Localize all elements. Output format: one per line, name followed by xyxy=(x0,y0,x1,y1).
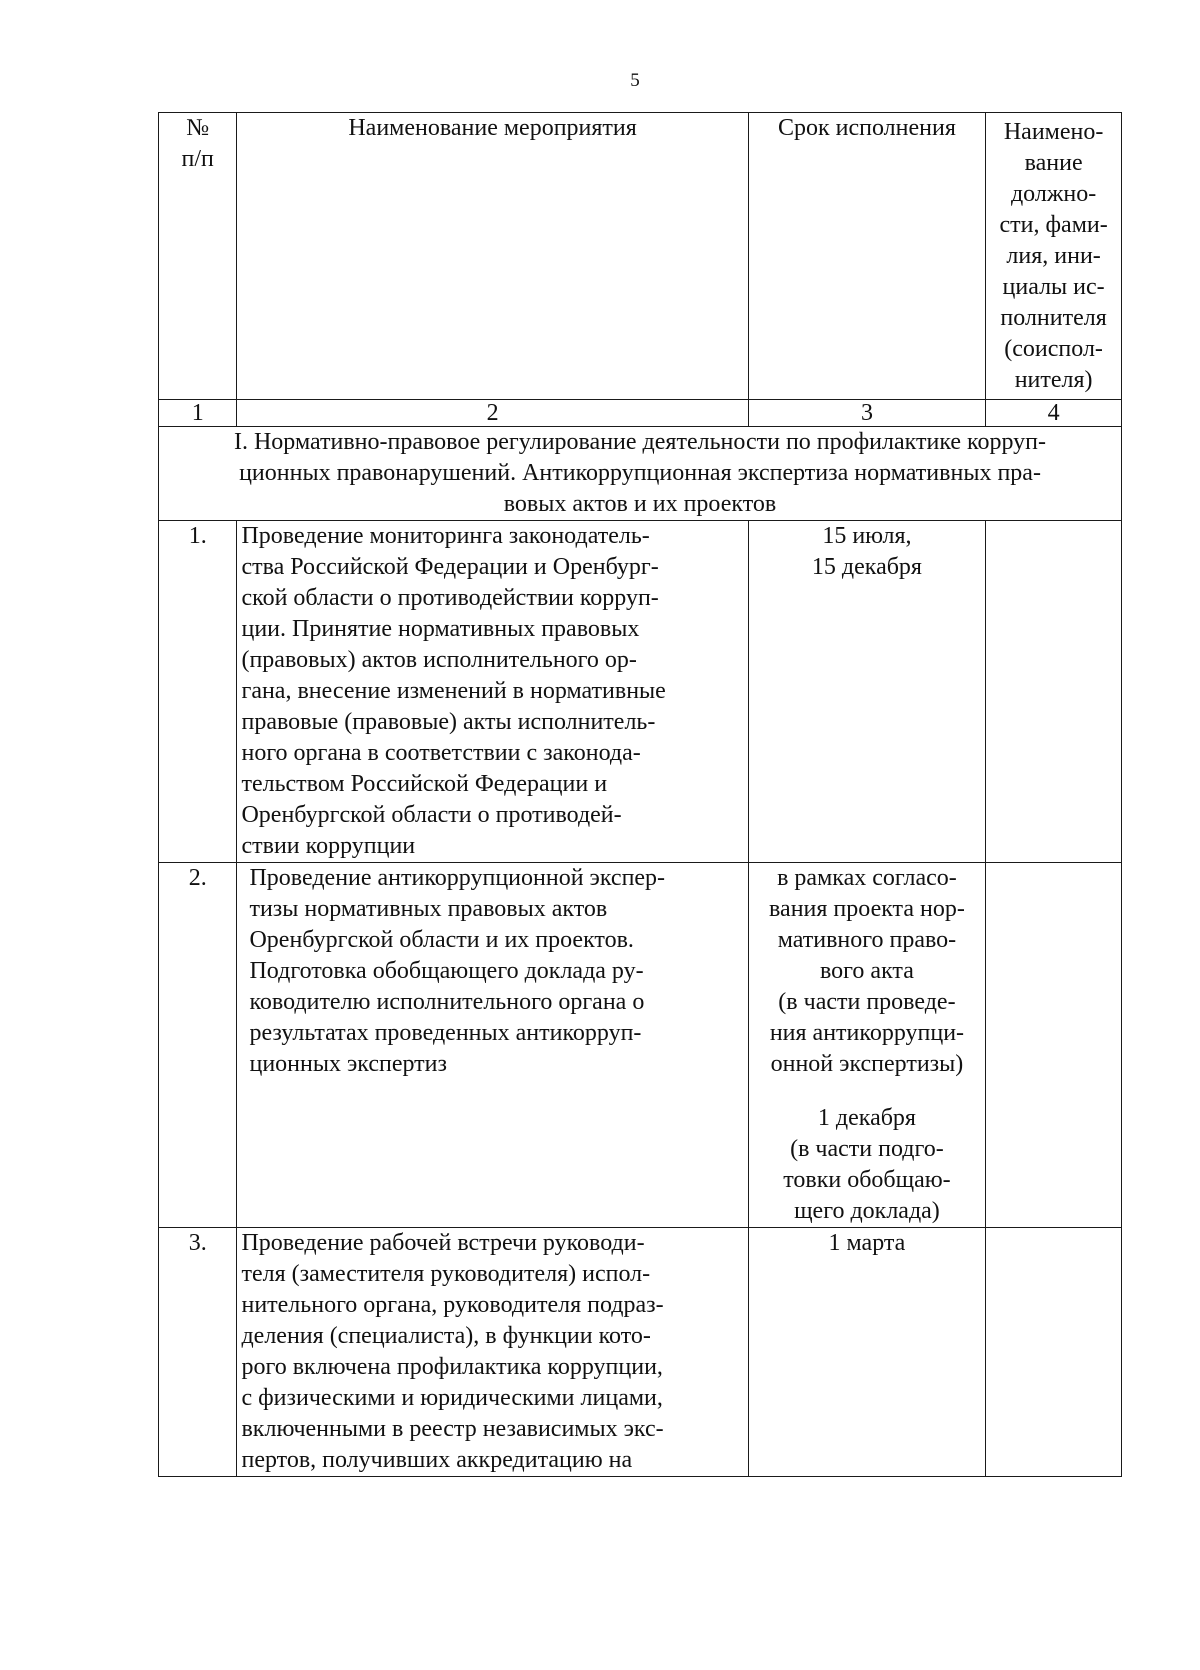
header-deadline-text: Срок исполнения xyxy=(777,115,956,141)
deadline xyxy=(748,863,986,1228)
header-deadline xyxy=(748,113,986,400)
deadline-spacer xyxy=(753,1080,982,1103)
event-name-line: ного органа в соответствии с законода- xyxy=(241,740,641,766)
deadline-line: мативного право- xyxy=(777,927,957,953)
deadline-line: 15 июля, xyxy=(822,523,912,549)
section-heading-line: вовых актов и их проектов xyxy=(503,491,777,517)
event-name-line: тизы нормативных правовых актов xyxy=(249,896,608,922)
section-heading-line: I. Нормативно-правовое регулирование деятельности по профилактике корруп- xyxy=(233,429,1046,455)
column-number: 4 xyxy=(986,400,1122,427)
event-name-line: Оренбургской области и их проектов. xyxy=(249,927,634,953)
header-event-name xyxy=(237,113,748,400)
header-executor xyxy=(986,113,1122,400)
deadline-line: 15 декабря xyxy=(811,554,922,580)
table-row xyxy=(159,863,1122,1228)
header-number-line: п/п xyxy=(181,146,214,172)
header-executor-line: вание xyxy=(1024,150,1083,176)
page-number: 5 xyxy=(630,70,640,91)
deadline-line: вания проекта нор- xyxy=(769,896,965,922)
event-name-line: пертов, получивших аккредитацию на xyxy=(241,1447,633,1473)
deadline-line: в рамках согласо- xyxy=(777,865,957,891)
column-number: 1 xyxy=(159,400,237,427)
event-name-line: Проведение рабочей встречи руководи- xyxy=(241,1230,645,1256)
row-number: 2. xyxy=(159,863,237,1228)
deadline xyxy=(748,521,986,863)
table-header-row xyxy=(159,113,1122,400)
section-heading-row xyxy=(159,427,1122,521)
section-heading-line: ционных правонарушений. Антикоррупционная экспертиза нормативных пра- xyxy=(239,460,1041,486)
event-name-line: результатах проведенных антикорруп- xyxy=(249,1020,642,1046)
deadline-line: (в части проведе- xyxy=(778,989,956,1015)
event-name-line: гана, внесение изменений в нормативные xyxy=(241,678,666,704)
event-name-line: Проведение мониторинга законодатель- xyxy=(241,523,650,549)
event-name-line: Оренбургской области о противодей- xyxy=(241,802,622,828)
deadline-line: 1 декабря xyxy=(817,1105,916,1131)
header-executor-line: нителя) xyxy=(1014,367,1093,393)
deadline-line: (в части подго- xyxy=(790,1136,944,1162)
event-name-line: ской области о противодействии корруп- xyxy=(241,585,659,611)
section-heading xyxy=(159,427,1122,521)
event-name xyxy=(237,863,748,1228)
header-number-line: № xyxy=(186,115,210,141)
event-name xyxy=(237,1228,748,1477)
event-name-line: тельством Российской Федерации и xyxy=(241,771,608,797)
header-executor-line: (соиспол- xyxy=(1004,336,1103,362)
executor xyxy=(986,863,1122,1228)
deadline-line: онной экспертизы) xyxy=(770,1051,964,1077)
header-executor-line: циалы ис- xyxy=(1002,274,1105,300)
column-number: 3 xyxy=(748,400,986,427)
action-plan-table xyxy=(158,112,1122,1477)
executor xyxy=(986,1228,1122,1477)
row-number: 3. xyxy=(159,1228,237,1477)
event-name-line: ционных экспертиз xyxy=(249,1051,447,1077)
event-name-line: теля (заместителя руководителя) испол- xyxy=(241,1261,651,1287)
deadline-line: 1 марта xyxy=(828,1230,906,1256)
deadline-line: товки обобщаю- xyxy=(783,1167,951,1193)
event-name-line: рого включена профилактика коррупции, xyxy=(241,1354,663,1380)
event-name-line: ции. Принятие нормативных правовых xyxy=(241,616,640,642)
header-number xyxy=(159,113,237,400)
header-event-name-text: Наименование мероприятия xyxy=(348,115,637,141)
event-name-line: (правовых) актов исполнительного ор- xyxy=(241,647,637,673)
event-name-line: с физическими и юридическими лицами, xyxy=(241,1385,663,1411)
event-name-line: ствии коррупции xyxy=(241,833,416,859)
event-name-line: Подготовка обобщающего доклада ру- xyxy=(249,958,644,984)
event-name xyxy=(237,521,748,863)
table-row xyxy=(159,521,1122,863)
deadline-line: вого акта xyxy=(820,958,914,984)
table-row xyxy=(159,1228,1122,1477)
event-name-line: ководителю исполнительного органа о xyxy=(249,989,645,1015)
header-executor-line: должно- xyxy=(1010,181,1097,207)
row-number: 1. xyxy=(159,521,237,863)
header-executor-line: сти, фами- xyxy=(999,212,1108,238)
header-executor-line: полнителя xyxy=(1000,305,1107,331)
deadline xyxy=(748,1228,986,1477)
event-name-line: деления (специалиста), в функции кото- xyxy=(241,1323,651,1349)
event-name-line: включенными в реестр независимых экс- xyxy=(241,1416,664,1442)
column-number-row xyxy=(159,400,1122,427)
deadline-line: щего доклада) xyxy=(794,1198,940,1224)
executor xyxy=(986,521,1122,863)
header-executor-line: лия, ини- xyxy=(1006,243,1101,269)
column-number: 2 xyxy=(237,400,748,427)
event-name-line: Проведение антикоррупционной экспер- xyxy=(249,865,666,891)
event-name-line: правовые (правовые) акты исполнитель- xyxy=(241,709,656,735)
deadline-line: ния антикоррупци- xyxy=(769,1020,965,1046)
event-name-line: ства Российской Федерации и Оренбург- xyxy=(241,554,659,580)
header-executor-line: Наимено- xyxy=(1003,119,1104,145)
event-name-line: нительного органа, руководителя подраз- xyxy=(241,1292,664,1318)
